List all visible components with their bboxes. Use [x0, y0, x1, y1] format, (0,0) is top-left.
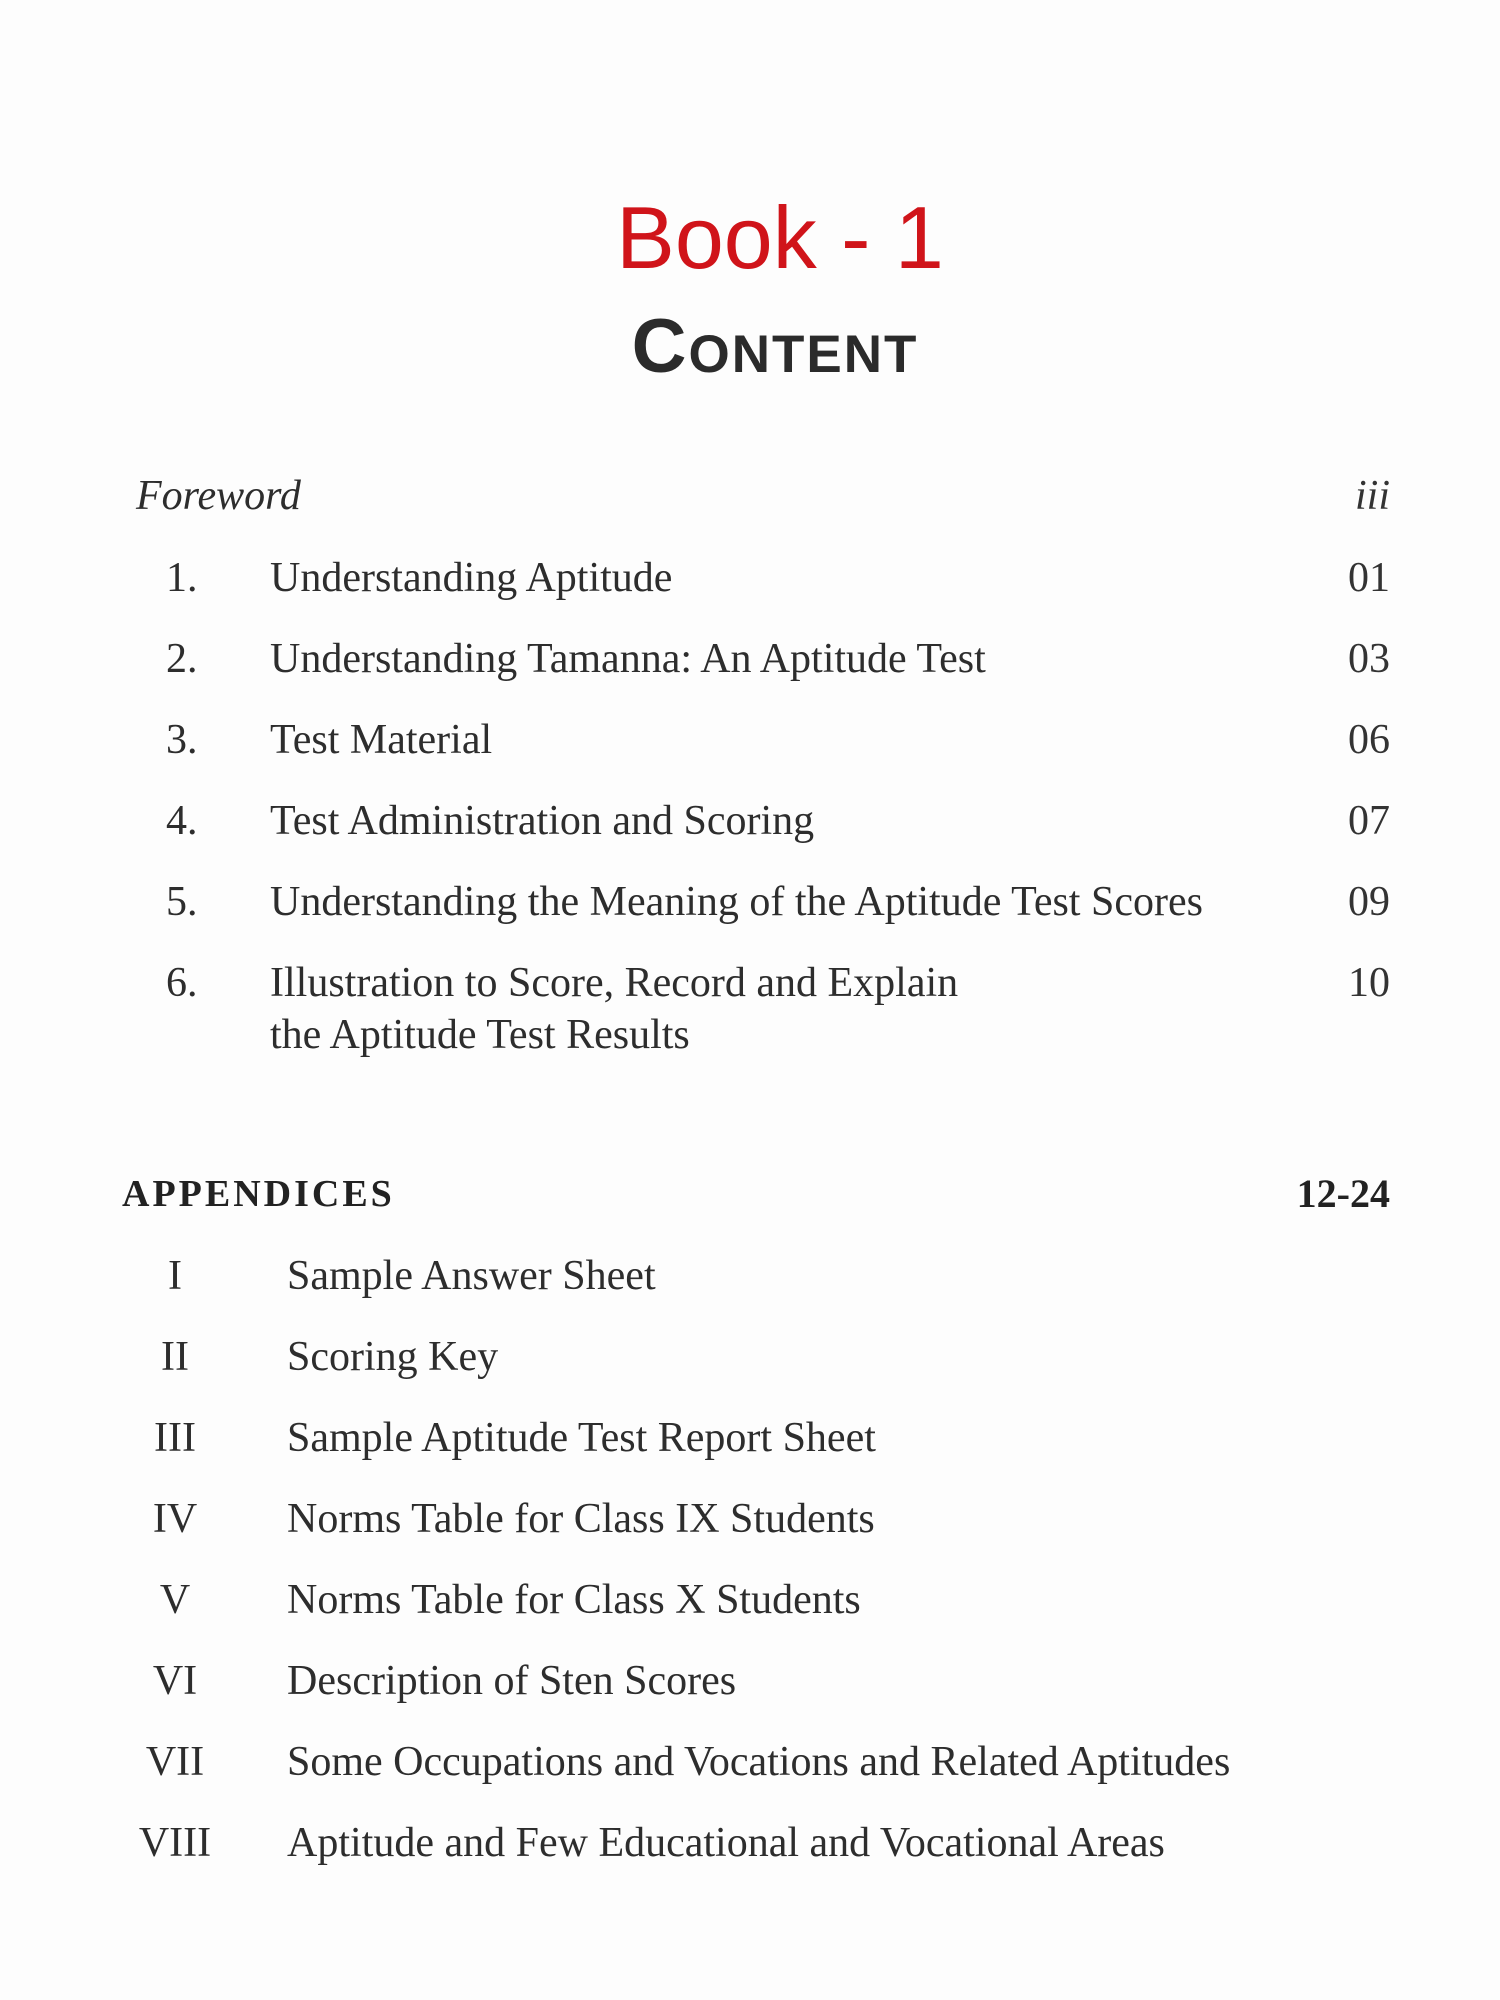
appendix-title: Some Occupations and Vocations and Related Aptitudes — [287, 1739, 1231, 1785]
foreword-page-number: iii — [1354, 473, 1390, 519]
appendices-page-range: 12-24 — [1296, 1171, 1390, 1216]
appendix-number: V — [159, 1577, 191, 1623]
chapter-title-continued: the Aptitude Test Results — [270, 1012, 690, 1058]
foreword-title: Foreword — [136, 473, 301, 519]
chapter-page-number: 07 — [1348, 798, 1390, 844]
appendices-heading: APPENDICES — [122, 1173, 395, 1215]
appendix-number: III — [154, 1415, 196, 1461]
appendix-title: Sample Answer Sheet — [287, 1253, 656, 1299]
chapter-page-number: 03 — [1348, 636, 1390, 682]
chapter-number: 2. — [166, 636, 198, 682]
appendix-number: I — [168, 1253, 182, 1299]
appendix-title: Scoring Key — [287, 1334, 499, 1380]
chapter-number: 3. — [166, 717, 198, 763]
appendix-number: VIII — [138, 1820, 212, 1866]
chapter-page-number: 09 — [1348, 879, 1390, 925]
appendix-number: VII — [145, 1739, 205, 1785]
book-title: Book - 1 — [616, 188, 944, 287]
appendix-number: VI — [152, 1658, 198, 1704]
appendix-title: Description of Sten Scores — [287, 1658, 737, 1704]
chapter-page-number: 10 — [1348, 960, 1390, 1006]
chapter-title: Understanding the Meaning of the Aptitude Test Scores — [270, 879, 1203, 925]
appendix-number: II — [161, 1334, 189, 1380]
chapter-page-number: 01 — [1348, 555, 1390, 601]
appendix-title: Norms Table for Class X Students — [287, 1577, 861, 1623]
chapter-page-number: 06 — [1348, 717, 1390, 763]
appendix-number: IV — [152, 1496, 198, 1542]
chapter-number: 1. — [166, 555, 198, 601]
chapter-number: 6. — [166, 960, 198, 1006]
content-heading: Content — [631, 304, 919, 389]
chapter-title: Illustration to Score, Record and Explain — [270, 960, 959, 1006]
chapter-number: 5. — [166, 879, 198, 925]
chapter-title: Understanding Aptitude — [270, 555, 673, 601]
chapter-title: Test Administration and Scoring — [270, 798, 815, 844]
chapter-title: Test Material — [270, 717, 493, 763]
appendix-title: Aptitude and Few Educational and Vocational Areas — [287, 1820, 1165, 1866]
chapter-number: 4. — [166, 798, 198, 844]
appendix-title: Sample Aptitude Test Report Sheet — [287, 1415, 876, 1461]
appendix-title: Norms Table for Class IX Students — [287, 1496, 875, 1542]
chapter-title: Understanding Tamanna: An Aptitude Test — [270, 636, 986, 682]
